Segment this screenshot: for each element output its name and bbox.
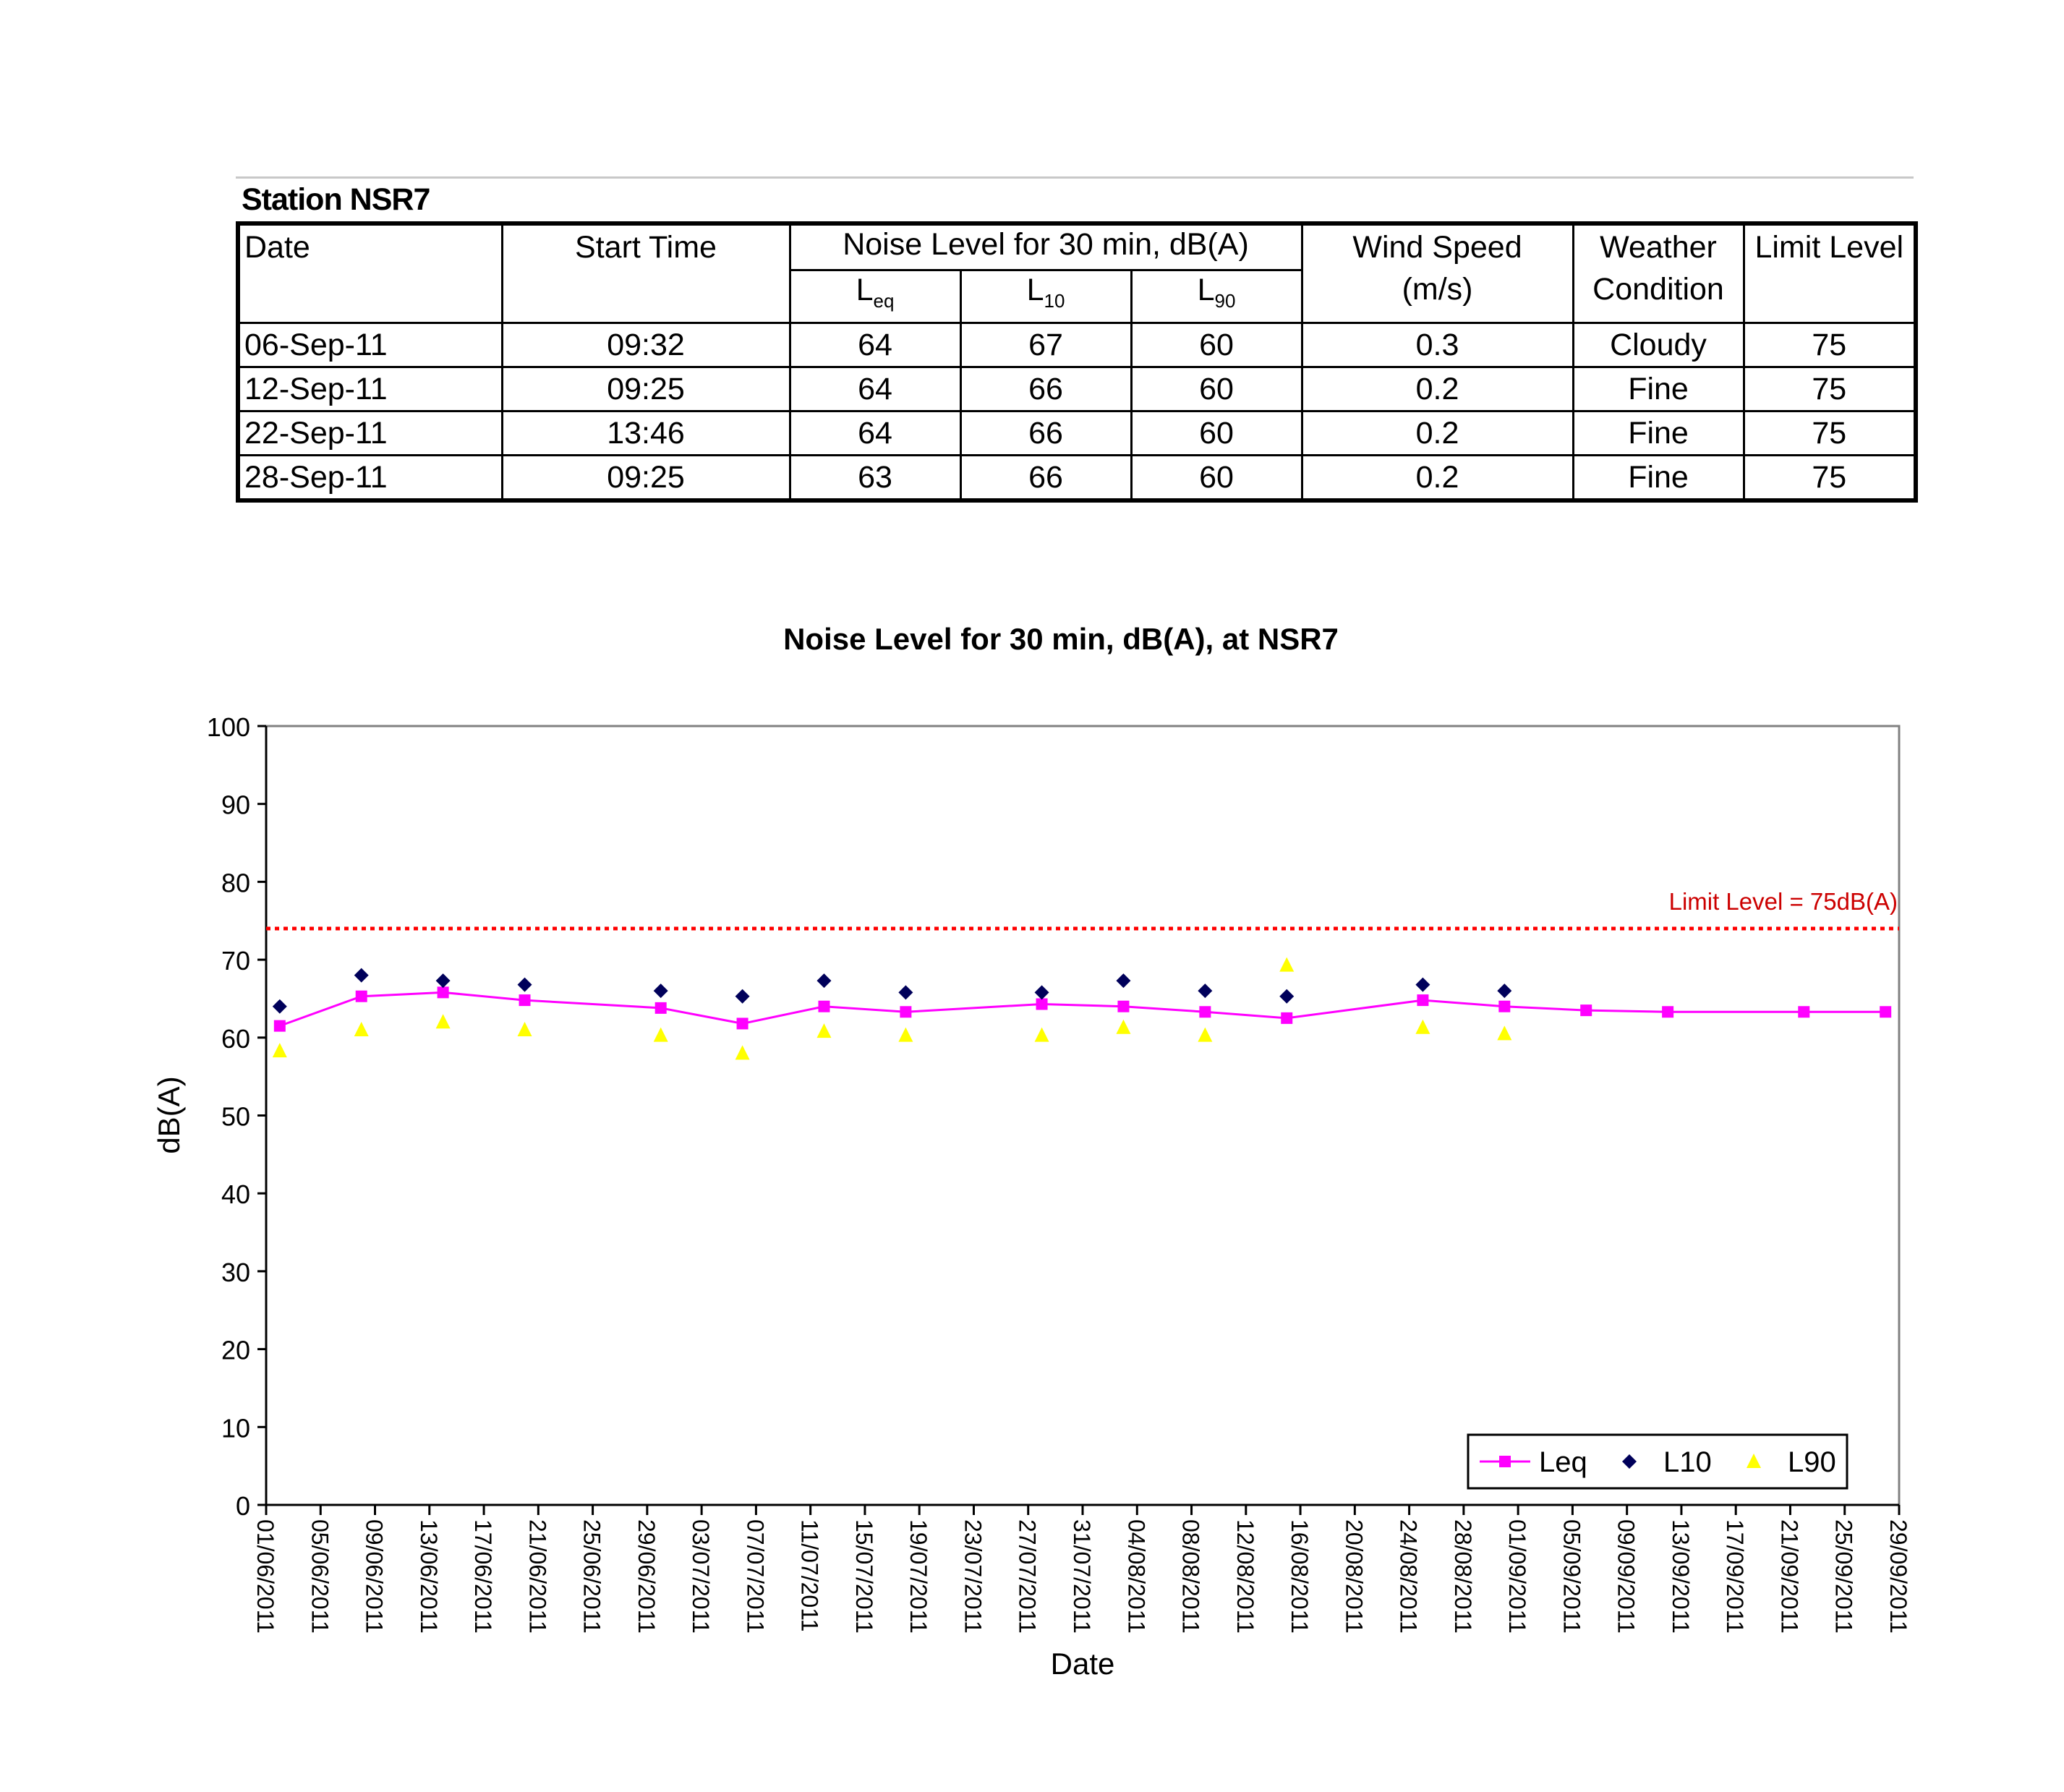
series-leq-point xyxy=(356,991,367,1002)
cell-date: 06-Sep-11 xyxy=(238,323,502,367)
y-tick-label: 40 xyxy=(221,1179,250,1210)
plot-area xyxy=(266,726,1899,1505)
cell-weather: Fine xyxy=(1573,367,1744,411)
series-leq-point xyxy=(1880,1006,1891,1017)
series-l90-point xyxy=(816,1023,831,1038)
cell-leq: 64 xyxy=(790,411,960,456)
x-tick-label: 17/06/2011 xyxy=(470,1519,497,1634)
x-tick-label: 15/07/2011 xyxy=(850,1519,877,1634)
series-leq-point xyxy=(438,986,449,998)
legend-leq-label: Leq xyxy=(1539,1446,1587,1478)
y-tick-label: 0 xyxy=(235,1491,250,1521)
series-l10-point xyxy=(436,973,451,988)
x-tick-label: 01/06/2011 xyxy=(252,1519,278,1634)
cell-l90: 60 xyxy=(1131,323,1302,367)
series-leq-point xyxy=(1199,1006,1211,1017)
series-leq-point xyxy=(818,1001,830,1012)
y-tick-label: 30 xyxy=(221,1257,250,1287)
x-tick-label: 05/09/2011 xyxy=(1558,1519,1585,1634)
y-tick-label: 60 xyxy=(221,1023,250,1054)
cell-limit: 75 xyxy=(1744,411,1916,456)
x-tick-label: 09/06/2011 xyxy=(361,1519,388,1634)
cell-l10: 66 xyxy=(960,367,1131,411)
x-tick-label: 29/09/2011 xyxy=(1885,1519,1911,1634)
y-tick-label: 50 xyxy=(221,1101,250,1132)
x-tick-label: 03/07/2011 xyxy=(688,1519,715,1634)
series-l90 xyxy=(273,957,1512,1060)
header-wind-line2: (m/s) xyxy=(1402,272,1473,307)
cell-time: 09:25 xyxy=(502,456,790,501)
x-tick-label: 12/08/2011 xyxy=(1232,1519,1258,1634)
cell-time: 13:46 xyxy=(502,411,790,456)
y-tick-label: 70 xyxy=(221,946,250,976)
axes-layer xyxy=(207,712,1911,1634)
cell-l10: 67 xyxy=(960,323,1131,367)
series-l90-point xyxy=(898,1028,913,1042)
x-tick-label: 31/07/2011 xyxy=(1069,1519,1095,1634)
series-layer xyxy=(273,957,1891,1060)
x-tick-label: 23/07/2011 xyxy=(960,1519,986,1634)
x-tick-label: 17/09/2011 xyxy=(1722,1519,1749,1634)
cell-weather: Cloudy xyxy=(1573,323,1744,367)
cell-date: 28-Sep-11 xyxy=(238,456,502,501)
series-l10-point xyxy=(735,989,750,1004)
x-tick-label: 11/07/2011 xyxy=(796,1519,823,1632)
x-tick-label: 13/06/2011 xyxy=(415,1519,442,1634)
series-leq-point xyxy=(655,1002,667,1014)
header-l90-base: L xyxy=(1197,273,1215,307)
series-leq-point xyxy=(737,1017,749,1029)
header-leq-sub: eq xyxy=(873,290,895,312)
cell-leq: 63 xyxy=(790,456,960,501)
series-l10-point xyxy=(816,973,831,988)
cell-time: 09:32 xyxy=(502,323,790,367)
header-start-time: Start Time xyxy=(502,223,790,323)
cell-wind: 0.3 xyxy=(1302,323,1573,367)
series-l90-point xyxy=(518,1022,532,1036)
header-l10-base: L xyxy=(1026,273,1044,307)
x-tick-label: 25/09/2011 xyxy=(1830,1519,1857,1634)
x-tick-label: 28/08/2011 xyxy=(1449,1519,1476,1634)
series-l10-point xyxy=(1497,984,1511,998)
x-tick-label: 04/08/2011 xyxy=(1123,1519,1150,1634)
x-tick-label: 20/08/2011 xyxy=(1341,1519,1368,1634)
series-leq-point xyxy=(519,994,531,1006)
y-tick-label: 90 xyxy=(221,790,250,820)
series-l90-point xyxy=(735,1045,750,1059)
series-leq-point xyxy=(900,1006,911,1017)
series-l10-point xyxy=(1198,984,1212,998)
y-tick-label: 10 xyxy=(221,1413,250,1443)
series-leq-point xyxy=(1580,1004,1592,1016)
cell-date: 22-Sep-11 xyxy=(238,411,502,456)
series-l10-point xyxy=(354,968,369,983)
series-l90-point xyxy=(436,1014,451,1028)
series-l10 xyxy=(273,968,1512,1014)
x-axis-label: Date xyxy=(1050,1647,1115,1681)
x-tick-label: 21/06/2011 xyxy=(524,1519,551,1634)
series-leq-point xyxy=(1036,998,1048,1010)
series-l10-point xyxy=(1279,989,1294,1004)
cell-l10: 66 xyxy=(960,456,1131,501)
cell-weather: Fine xyxy=(1573,411,1744,456)
y-tick-label: 80 xyxy=(221,868,250,898)
chart-legend xyxy=(1468,1435,1847,1488)
cell-l10: 66 xyxy=(960,411,1131,456)
series-l90-point xyxy=(1116,1020,1130,1034)
header-noise-level: Noise Level for 30 min, dB(A) xyxy=(790,223,1302,270)
y-tick-label: 20 xyxy=(221,1335,250,1365)
series-l90-point xyxy=(1497,1025,1511,1040)
x-tick-label: 08/08/2011 xyxy=(1177,1519,1204,1634)
cell-wind: 0.2 xyxy=(1302,456,1573,501)
series-leq-point xyxy=(274,1020,286,1032)
header-l10-sub: 10 xyxy=(1044,290,1065,312)
series-leq-point xyxy=(1117,1001,1129,1012)
x-tick-label: 24/08/2011 xyxy=(1395,1519,1422,1634)
chart-title: Noise Level for 30 min, dB(A), at NSR7 xyxy=(783,622,1339,656)
x-tick-label: 29/06/2011 xyxy=(633,1519,660,1634)
x-tick-label: 05/06/2011 xyxy=(307,1519,333,1634)
header-weather-line2: Condition xyxy=(1592,272,1724,307)
legend-l90-label: L90 xyxy=(1788,1446,1836,1478)
x-tick-label: 25/06/2011 xyxy=(579,1519,605,1634)
cell-limit: 75 xyxy=(1744,323,1916,367)
y-axis-label: dB(A) xyxy=(152,1076,186,1154)
series-l90-point xyxy=(1198,1028,1212,1042)
x-tick-label: 21/09/2011 xyxy=(1776,1519,1803,1634)
header-date: Date xyxy=(238,223,502,323)
cell-date: 12-Sep-11 xyxy=(238,367,502,411)
cell-leq: 64 xyxy=(790,323,960,367)
cell-limit: 75 xyxy=(1744,367,1916,411)
series-l90-point xyxy=(273,1043,287,1057)
station-title: Station NSR7 xyxy=(242,182,430,217)
x-tick-label: 13/09/2011 xyxy=(1667,1519,1694,1634)
header-l90-sub: 90 xyxy=(1214,290,1236,312)
series-leq-point xyxy=(1662,1006,1673,1017)
cell-limit: 75 xyxy=(1744,456,1916,501)
series-leq-point xyxy=(1798,1006,1809,1017)
legend-l10-label: L10 xyxy=(1663,1446,1712,1478)
x-tick-label: 27/07/2011 xyxy=(1014,1519,1041,1634)
x-tick-label: 07/07/2011 xyxy=(742,1519,769,1634)
cell-leq: 64 xyxy=(790,367,960,411)
cell-time: 09:25 xyxy=(502,367,790,411)
series-l90-point xyxy=(1035,1028,1049,1042)
series-l10-point xyxy=(1415,978,1430,992)
cell-l90: 60 xyxy=(1131,456,1302,501)
legend-leq-marker xyxy=(1499,1456,1511,1467)
series-l90-point xyxy=(1279,957,1294,972)
cell-weather: Fine xyxy=(1573,456,1744,501)
series-l10-point xyxy=(898,985,913,999)
series-l10-point xyxy=(1035,985,1049,999)
series-l10-point xyxy=(518,978,532,992)
header-leq-base: L xyxy=(856,273,874,307)
x-tick-label: 09/09/2011 xyxy=(1613,1519,1639,1634)
series-leq-point xyxy=(1498,1001,1510,1012)
series-l10-point xyxy=(273,999,287,1014)
series-l90-point xyxy=(354,1022,369,1036)
series-leq-point xyxy=(1417,994,1428,1006)
limit-layer xyxy=(266,888,1899,929)
header-weather-line1: Weather xyxy=(1600,230,1717,265)
x-tick-label: 16/08/2011 xyxy=(1287,1519,1313,1634)
cell-l90: 60 xyxy=(1131,367,1302,411)
x-tick-label: 19/07/2011 xyxy=(905,1519,932,1634)
series-leq-point xyxy=(1281,1012,1292,1024)
series-l10-point xyxy=(654,984,668,998)
header-wind-line1: Wind Speed xyxy=(1352,230,1522,265)
x-tick-label: 01/09/2011 xyxy=(1504,1519,1531,1634)
cell-wind: 0.2 xyxy=(1302,411,1573,456)
cell-l90: 60 xyxy=(1131,411,1302,456)
series-l90-point xyxy=(654,1028,668,1042)
y-tick-label: 100 xyxy=(206,712,250,742)
header-limit-level: Limit Level xyxy=(1744,223,1916,323)
limit-level-label: Limit Level = 75dB(A) xyxy=(1668,888,1898,916)
cell-wind: 0.2 xyxy=(1302,367,1573,411)
series-l10-point xyxy=(1116,973,1130,988)
series-l90-point xyxy=(1415,1020,1430,1034)
series-leq xyxy=(274,986,1891,1031)
